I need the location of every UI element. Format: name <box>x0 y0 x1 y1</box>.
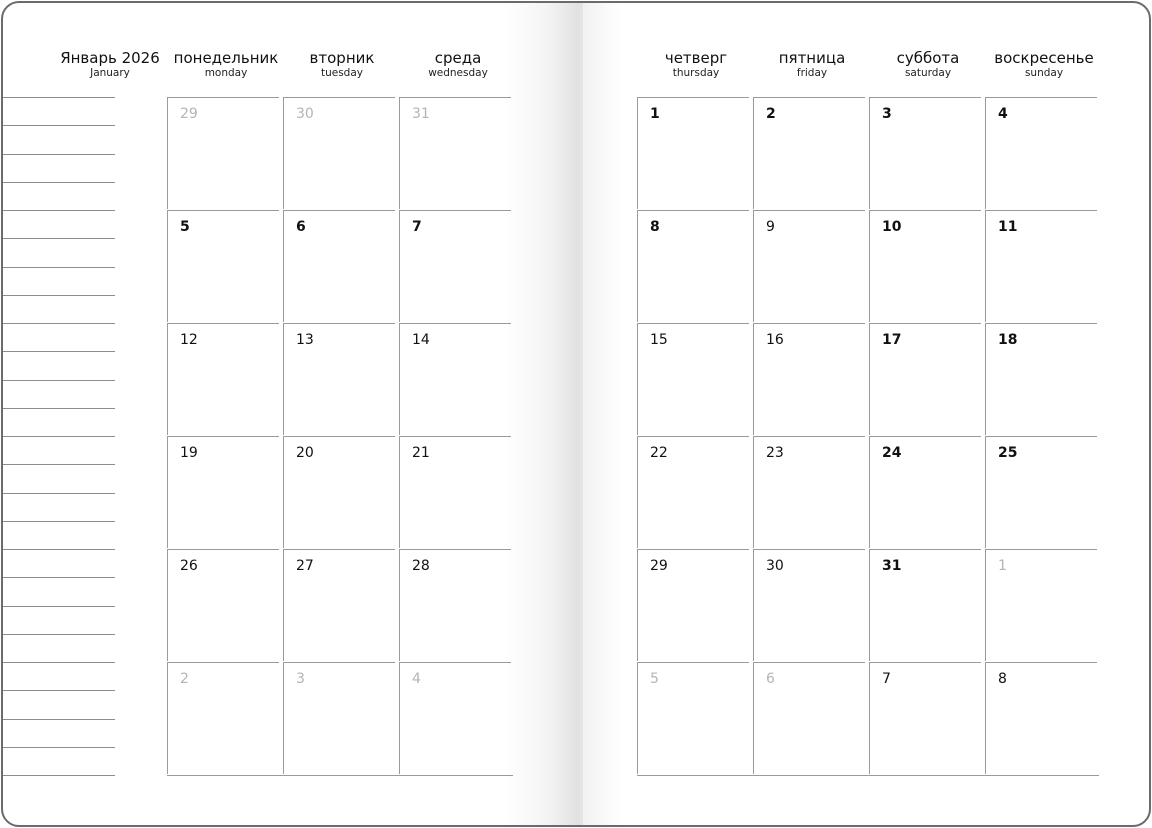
note-line <box>3 295 115 296</box>
note-line <box>3 238 115 239</box>
day-number: 20 <box>296 445 314 461</box>
day-number: 24 <box>882 445 902 461</box>
day-number: 23 <box>766 445 784 461</box>
note-line <box>3 747 115 748</box>
day-cell[interactable] <box>637 210 749 322</box>
day-cell[interactable] <box>167 97 279 209</box>
day-number: 31 <box>882 558 902 574</box>
day-cell[interactable] <box>283 97 395 209</box>
note-line <box>3 210 115 211</box>
day-number: 3 <box>882 106 892 122</box>
weekday-name: понедельник <box>173 49 279 67</box>
day-cell[interactable] <box>985 436 1097 548</box>
day-number: 6 <box>766 671 775 687</box>
planner-spread <box>1 1 1151 827</box>
day-cell[interactable] <box>753 210 865 322</box>
day-cell[interactable] <box>399 97 511 209</box>
month-title-en: January <box>90 67 130 79</box>
weekday-name: суббота <box>896 49 960 67</box>
day-number: 27 <box>296 558 314 574</box>
note-line <box>3 380 115 381</box>
note-line <box>3 154 115 155</box>
note-line <box>3 323 115 324</box>
day-number: 12 <box>180 332 198 348</box>
day-cell[interactable] <box>985 97 1097 209</box>
note-line <box>3 182 115 183</box>
day-number: 22 <box>650 445 668 461</box>
note-line <box>3 521 115 522</box>
day-cell[interactable] <box>283 436 395 548</box>
day-cell[interactable] <box>399 323 511 435</box>
day-number: 29 <box>650 558 668 574</box>
weekday-header-wednesday <box>400 49 516 79</box>
page-gutter-shadow-right <box>581 3 621 825</box>
weekday-name: воскресенье <box>994 49 1094 67</box>
day-cell[interactable] <box>869 549 981 661</box>
weekday-name-en: monday <box>204 67 248 79</box>
note-line <box>3 464 115 465</box>
day-number: 7 <box>412 219 422 235</box>
day-number: 1 <box>998 558 1007 574</box>
weekday-header-friday <box>754 49 870 79</box>
day-number: 10 <box>882 219 902 235</box>
weekday-header-thursday <box>638 49 754 79</box>
day-cell[interactable] <box>283 323 395 435</box>
day-number: 21 <box>412 445 430 461</box>
note-line <box>3 408 115 409</box>
weekday-name: вторник <box>309 49 375 67</box>
day-cell[interactable] <box>167 436 279 548</box>
day-number: 17 <box>882 332 902 348</box>
day-cell[interactable] <box>869 436 981 548</box>
day-cell[interactable] <box>869 210 981 322</box>
note-line <box>3 267 115 268</box>
weekday-name: четверг <box>664 49 728 67</box>
note-line <box>3 549 115 550</box>
weekday-name-en: wednesday <box>428 67 488 79</box>
day-cell[interactable] <box>399 436 511 548</box>
day-cell[interactable] <box>167 210 279 322</box>
day-cell[interactable] <box>399 549 511 661</box>
note-line <box>3 606 115 607</box>
day-number: 30 <box>296 106 314 122</box>
weekday-header-saturday <box>870 49 986 79</box>
note-line <box>3 775 115 776</box>
note-line <box>3 662 115 663</box>
day-cell[interactable] <box>753 436 865 548</box>
note-line <box>3 351 115 352</box>
weekday-name-en: friday <box>796 67 828 79</box>
day-number: 5 <box>180 219 190 235</box>
day-number: 8 <box>998 671 1007 687</box>
day-number: 28 <box>412 558 430 574</box>
day-number: 5 <box>650 671 659 687</box>
day-number: 7 <box>882 671 891 687</box>
day-cell[interactable] <box>283 662 395 774</box>
day-cell[interactable] <box>637 97 749 209</box>
day-number: 30 <box>766 558 784 574</box>
grid-bottom-line <box>167 775 513 776</box>
day-cell[interactable] <box>869 97 981 209</box>
day-cell[interactable] <box>637 323 749 435</box>
weekday-name-en: tuesday <box>320 67 363 79</box>
day-number: 18 <box>998 332 1018 348</box>
day-number: 15 <box>650 332 668 348</box>
day-cell[interactable] <box>399 662 511 774</box>
day-number: 31 <box>412 106 430 122</box>
day-cell[interactable] <box>167 662 279 774</box>
day-number: 11 <box>998 219 1018 235</box>
month-header <box>52 49 168 79</box>
day-number: 1 <box>650 106 660 122</box>
day-cell[interactable] <box>167 549 279 661</box>
weekday-header-tuesday <box>284 49 400 79</box>
day-cell[interactable] <box>753 97 865 209</box>
day-cell[interactable] <box>637 436 749 548</box>
day-number: 8 <box>650 219 660 235</box>
month-title: Январь 2026 <box>60 49 160 67</box>
note-line <box>3 125 115 126</box>
day-cell[interactable] <box>985 549 1097 661</box>
weekday-header-monday <box>168 49 284 79</box>
note-line <box>3 719 115 720</box>
day-cell[interactable] <box>753 662 865 774</box>
weekday-name-en: saturday <box>904 67 952 79</box>
day-cell[interactable] <box>985 210 1097 322</box>
weekday-name-en: thursday <box>672 67 720 79</box>
day-number: 6 <box>296 219 306 235</box>
day-cell[interactable] <box>985 662 1097 774</box>
day-cell[interactable] <box>869 662 981 774</box>
day-cell[interactable] <box>167 323 279 435</box>
weekday-name-en: sunday <box>1024 67 1064 79</box>
day-number: 9 <box>766 219 775 235</box>
day-cell[interactable] <box>283 210 395 322</box>
day-cell[interactable] <box>869 323 981 435</box>
note-line <box>3 436 115 437</box>
day-cell[interactable] <box>637 549 749 661</box>
day-number: 4 <box>412 671 421 687</box>
day-number: 2 <box>180 671 189 687</box>
page-gutter-shadow <box>503 3 583 825</box>
weekday-name: среда <box>434 49 482 67</box>
day-number: 13 <box>296 332 314 348</box>
day-number: 16 <box>766 332 784 348</box>
note-line <box>3 493 115 494</box>
day-number: 2 <box>766 106 776 122</box>
day-cell[interactable] <box>637 662 749 774</box>
day-cell[interactable] <box>283 549 395 661</box>
day-number: 29 <box>180 106 198 122</box>
day-number: 14 <box>412 332 430 348</box>
day-cell[interactable] <box>753 323 865 435</box>
weekday-header-sunday <box>986 49 1102 79</box>
day-number: 3 <box>296 671 305 687</box>
grid-bottom-line <box>637 775 1099 776</box>
day-number: 25 <box>998 445 1018 461</box>
day-number: 26 <box>180 558 198 574</box>
note-line <box>3 634 115 635</box>
weekday-name: пятница <box>778 49 846 67</box>
note-line <box>3 690 115 691</box>
day-cell[interactable] <box>985 323 1097 435</box>
day-number: 4 <box>998 106 1008 122</box>
day-cell[interactable] <box>753 549 865 661</box>
note-line <box>3 97 115 98</box>
note-line <box>3 577 115 578</box>
day-number: 19 <box>180 445 198 461</box>
day-cell[interactable] <box>399 210 511 322</box>
